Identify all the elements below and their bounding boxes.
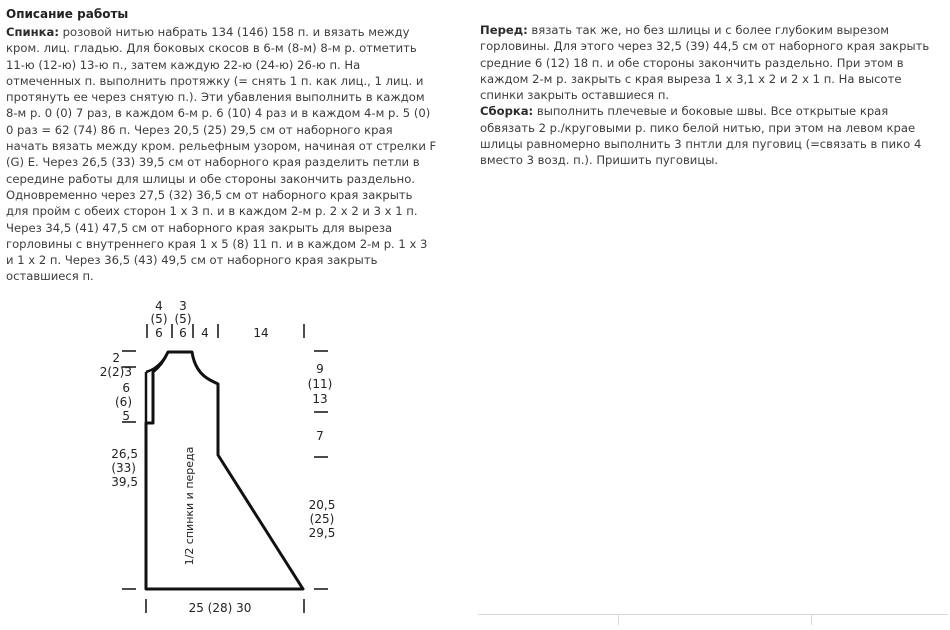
right-label-c-3: 29,5 <box>308 526 336 540</box>
right-label-a-2: (11) <box>307 377 333 391</box>
garment-outline <box>146 352 303 589</box>
right-label-a-3: 13 <box>312 392 328 406</box>
description-heading: Описание работы <box>6 7 129 21</box>
top-label-d: 14 <box>253 326 269 340</box>
top-label-b-2: (5) <box>174 312 192 326</box>
right-label-c-1: 20,5 <box>308 498 336 512</box>
top-ticks <box>147 324 304 338</box>
left-label-c-3: 5 <box>122 409 130 423</box>
assembly-paragraph <box>480 103 940 168</box>
right-label-c-2: (25) <box>309 512 335 526</box>
back-text: розовой нитью набрать 134 (146) 158 п. и вязать между кром. лиц. гладью. Для боковых скосов в 6-м (8-м) 8-м р. отметить 11-ю (12-ю) 13-ю п., затем каждую 22-ю (24-ю) 26-ю п. На отмеченных п. выполнить протяжку (= снять 1 п. как лиц., 1 лиц. и протянуть ее через снятую п.). Эти убавления выполнить в каждом 8-м р. 0 (0) 7 раз, в каждом 6-м р. 6 (10) 4 раз и в каждом 4-м р. 5 (0) 0 раз = 62 (74) 86 п. Через 20,5 (25) 29,5 см от наборного края начать вязать между кром. рельефным узором, начиная от стрелки F (G) E. Через 26,5 (33) 39,5 см от наборного края разделить петли в середине работы для шлицы и обе стороны закончить раздельно. Одновременно через 27,5 (32) 36,5 см от наборного края закрыть для пройм с обеих сторон 1 х 3 п. и в каждом 2-м р. 2 х 2 и 3 х 1 п. Через 34,5 (41) 47,5 см от наборного края закрыть для выреза горловины с внутреннего края 1 х 5 (8) 11 п. и в каждом 2-м р. 1 х 3 и 1 х 2 п. Через 36,5 (43) 49,5 см от наборного края закрыть оставшиеся п. <box>6 25 437 284</box>
left-label-d-3: 39,5 <box>111 475 138 489</box>
assembly-label: Сборка: <box>480 104 534 119</box>
left-label-d-1: 26,5 <box>111 447 138 461</box>
top-label-b-1: 3 <box>179 299 187 313</box>
back-label: Спинка: <box>6 25 59 39</box>
pattern-diagram <box>0 290 440 625</box>
bottom-table-border <box>478 614 948 625</box>
front-paragraph <box>480 22 940 103</box>
left-label-c-2: (6) <box>115 395 132 409</box>
left-label-d-2: (33) <box>111 461 136 475</box>
top-label-a-1: 4 <box>155 299 163 313</box>
vertical-label: 1/2 спинки и переда <box>183 446 196 566</box>
top-label-a-2: (5) <box>150 312 168 326</box>
top-label-b-3: 6 <box>179 326 187 340</box>
right-column <box>480 22 940 169</box>
back-paragraph <box>6 24 438 285</box>
right-label-a-1: 9 <box>316 362 324 376</box>
left-label-b: 2(2)3 <box>99 365 132 379</box>
left-column <box>6 7 438 285</box>
top-label-a-3: 6 <box>155 326 163 340</box>
front-label: Перед: <box>480 23 528 37</box>
left-label-a: 2 <box>112 351 120 365</box>
front-text: вязать так же, но без шлицы и с более глубоким вырезом горловины. Для этого через 32,5 (39) 44,5 см от наборного края закрыть средние 6 (12) 18 п. и обе стороны закончить раздельно. При этом в каждом 2-м р. закрыть с края выреза 1 х 3,1 х 2 и 2 х 1 п. На высоте спинки закрыть оставшиеся п. <box>480 23 930 103</box>
bottom-label: 25 (28) 30 <box>188 601 252 615</box>
top-label-c: 4 <box>201 326 209 340</box>
right-label-b: 7 <box>316 429 324 443</box>
left-label-c-1: 6 <box>122 381 130 395</box>
assembly-text: выполнить плечевые и боковые швы. Все открытые края обвязать 2 р./круговыми р. пико белой нитью, при этом на левом крае шлицы равномерно выполнить 3 пнтли для пуговиц (=связать в пико 4 вместо 3 возд. п.). Пришить пуговицы. <box>480 104 922 168</box>
